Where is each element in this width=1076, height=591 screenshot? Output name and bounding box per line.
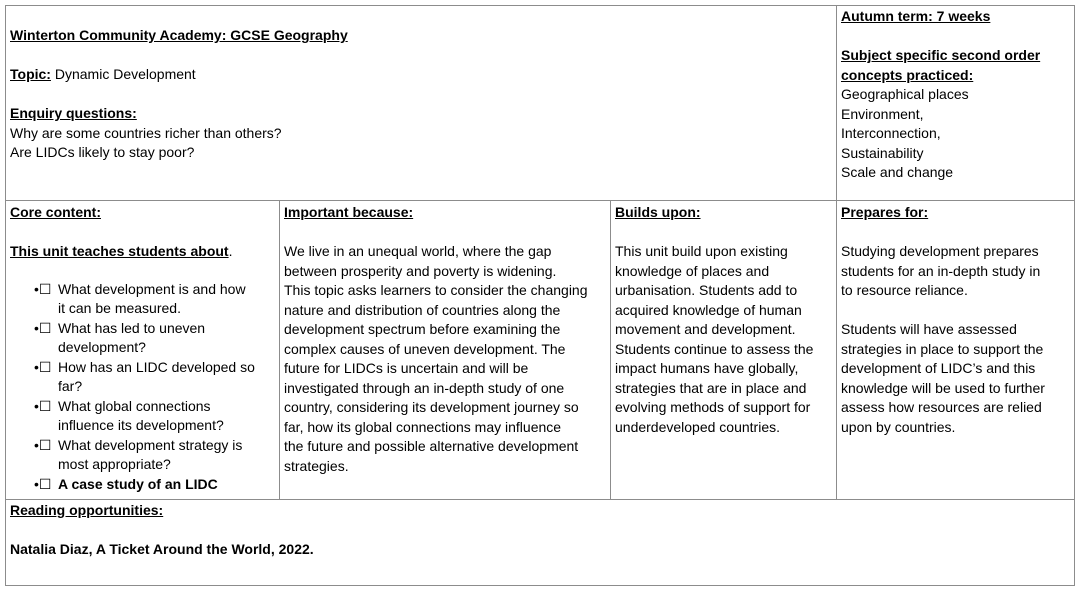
- paragraph-line: knowledge of places and: [615, 262, 770, 279]
- paragraph-line: strategies that are in place and: [615, 379, 807, 396]
- paragraph-line: students for an in-depth study in: [841, 262, 1041, 279]
- bullet-icon: •☐: [34, 397, 52, 414]
- list-item: [10, 319, 275, 358]
- paragraph-line: investigated through an in-depth study of one: [284, 379, 565, 396]
- paragraph-line: strategies.: [284, 457, 349, 474]
- paragraph-line: Students will have assessed: [841, 321, 1017, 337]
- paragraph-line: assess how resources are relied: [841, 399, 1042, 415]
- enquiry-question: Why are some countries richer than others?: [10, 124, 282, 141]
- paragraph-line: future for LIDCs is uncertain and will be: [284, 360, 529, 376]
- paragraph-line: development spectrum before examining the: [284, 321, 561, 337]
- core-content-intro-suffix: .: [228, 243, 233, 259]
- paragraph-line: Studying development prepares: [841, 243, 1039, 259]
- concept-item: Scale and change: [841, 164, 954, 180]
- term-cell: [836, 5, 1075, 201]
- builds-upon-cell: [610, 200, 837, 500]
- concepts-label: concepts practiced:: [841, 66, 974, 83]
- bullet-icon: •☐: [34, 319, 52, 336]
- bullet-icon: •☐: [34, 436, 52, 453]
- topic-value: Dynamic Development: [50, 66, 196, 82]
- list-item-text: most appropriate?: [58, 456, 171, 472]
- list-item-text: development?: [58, 339, 146, 355]
- paragraph-line: the future and possible alternative development: [284, 438, 579, 454]
- concept-item: Sustainability: [841, 144, 924, 161]
- paragraph-line: to resource reliance.: [841, 282, 968, 298]
- list-item-text: What development is and how: [58, 280, 246, 297]
- reading-cell: [5, 499, 1075, 586]
- list-item: [10, 358, 275, 397]
- term-length: Autumn term: 7 weeks: [841, 8, 991, 24]
- paragraph-line: knowledge will be used to further: [841, 379, 1045, 396]
- paragraph-line: strategies in place to support the: [841, 340, 1044, 357]
- list-item: [10, 280, 275, 319]
- enquiry-question: Are LIDCs likely to stay poor?: [10, 144, 195, 160]
- reading-heading: Reading opportunities:: [10, 502, 164, 518]
- paragraph-line: This topic asks learners to consider the changing: [284, 282, 588, 298]
- concepts-label: Subject specific second order: [841, 47, 1041, 63]
- important-because-heading: Important because:: [284, 204, 414, 220]
- list-item-text: What development strategy is: [58, 436, 243, 453]
- core-content-intro-text: This unit teaches students about: [10, 243, 229, 259]
- list-item-text: far?: [58, 378, 83, 394]
- paragraph-line: impact humans have globally,: [615, 360, 799, 376]
- paragraph-line: acquired knowledge of human: [615, 301, 802, 318]
- paragraph-line: underdeveloped countries.: [615, 418, 781, 435]
- paragraph-line: nature and distribution of countries along the: [284, 301, 561, 318]
- paragraph-line: country, considering its development journey so: [284, 399, 579, 415]
- concept-item: Environment,: [841, 105, 924, 122]
- important-because-cell: [279, 200, 611, 500]
- paragraph-line: evolving methods of support for: [615, 399, 811, 415]
- bullet-icon: •☐: [34, 280, 52, 297]
- list-item-text: What has led to uneven: [58, 319, 206, 336]
- concept-item: Interconnection,: [841, 125, 941, 141]
- paragraph-line: Students continue to assess the: [615, 340, 814, 357]
- paragraph-line: development of LIDC’s and this: [841, 360, 1036, 376]
- list-item: [10, 436, 275, 475]
- enquiry-label: Enquiry questions:: [10, 105, 137, 121]
- list-item-text: influence its development?: [58, 417, 224, 433]
- prepares-for-heading: Prepares for:: [841, 204, 929, 220]
- core-content-cell: [5, 200, 280, 500]
- list-item: [10, 397, 275, 436]
- bullet-icon: •☐: [34, 358, 52, 375]
- topic-line: [10, 65, 832, 85]
- core-content-heading: Core content:: [10, 204, 101, 220]
- bullet-icon: •☐: [34, 475, 52, 492]
- list-item-text: How has an LIDC developed so: [58, 358, 255, 375]
- paragraph-line: complex causes of uneven development. The: [284, 340, 566, 357]
- concept-item: Geographical places: [841, 86, 969, 102]
- topic-label: Topic:: [10, 66, 51, 82]
- list-item-text: What global connections: [58, 397, 211, 414]
- paragraph-line: upon by countries.: [841, 418, 956, 435]
- school-title: Winterton Community Academy: GCSE Geography: [10, 27, 348, 43]
- header-cell: [5, 5, 837, 201]
- paragraph-line: We live in an unequal world, where the gap: [284, 243, 552, 259]
- core-content-intro: [10, 242, 275, 262]
- list-item-text: A case study of an LIDC: [58, 475, 218, 492]
- reading-book: Natalia Diaz, A Ticket Around the World, 2022.: [10, 541, 314, 557]
- prepares-for-cell: [836, 200, 1075, 500]
- paragraph-line: urbanisation. Students add to: [615, 282, 798, 298]
- builds-upon-heading: Builds upon:: [615, 204, 701, 220]
- paragraph-line: far, how its global connections may influence: [284, 418, 562, 435]
- paragraph-line: movement and development.: [615, 321, 796, 337]
- list-item-text: it can be measured.: [58, 300, 181, 316]
- list-item: [10, 475, 275, 495]
- core-content-list: [10, 280, 275, 495]
- paragraph-line: between prosperity and poverty is widening.: [284, 262, 557, 279]
- paragraph-line: This unit build upon existing: [615, 243, 788, 259]
